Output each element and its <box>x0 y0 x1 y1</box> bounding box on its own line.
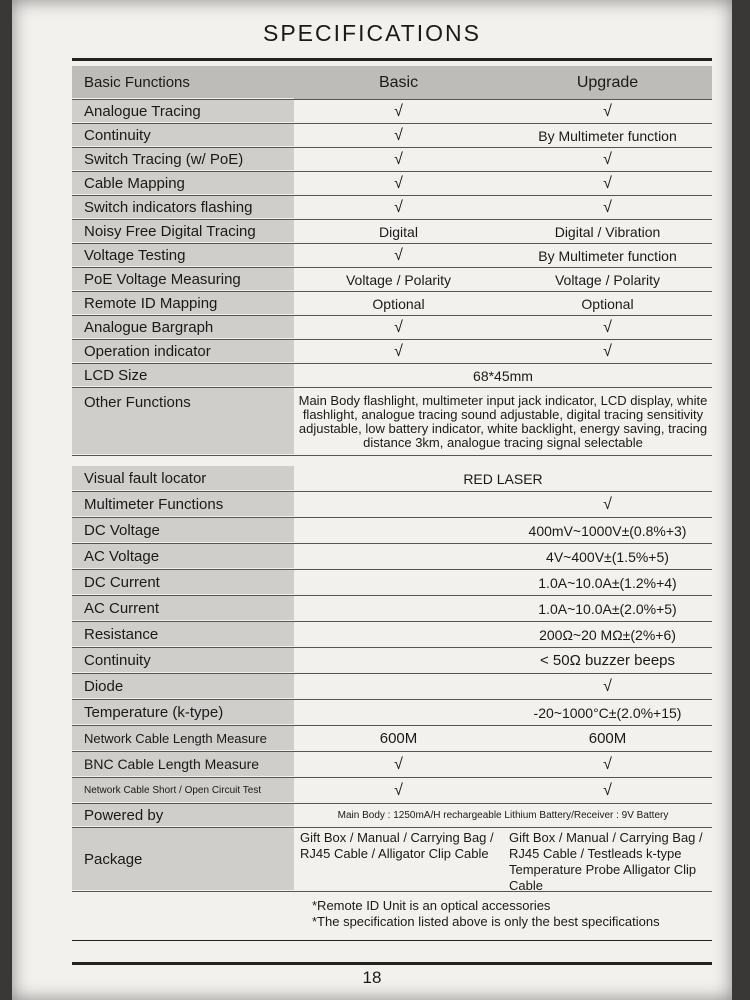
row-value: 200Ω~20 MΩ±(2%+6) <box>539 626 676 643</box>
row-label: AC Current <box>72 596 294 621</box>
row-upgrade: Optional <box>581 295 634 312</box>
page-title: SPECIFICATIONS <box>263 20 481 46</box>
row-label: DC Current <box>72 570 294 595</box>
table-row <box>72 518 712 544</box>
row-upgrade: √ <box>603 318 612 336</box>
footnotes <box>312 898 660 930</box>
row-basic: √ <box>394 755 403 773</box>
footnote: *Remote ID Unit is an optical accessories <box>312 898 551 913</box>
row-label: Powered by <box>72 804 294 827</box>
page-bottom-rule <box>72 962 712 965</box>
table-row <box>72 244 712 268</box>
row-upgrade: √ <box>603 342 612 360</box>
table-row <box>72 596 712 622</box>
row-upgrade: √ <box>603 174 612 192</box>
row-label: Cable Mapping <box>72 172 294 195</box>
row-basic: √ <box>394 781 403 799</box>
table-row <box>72 148 712 172</box>
row-upgrade: √ <box>603 198 612 216</box>
row-label: Remote ID Mapping <box>72 292 294 315</box>
row-basic: 600M <box>379 730 418 747</box>
row-label: Diode <box>72 674 294 699</box>
page-number: 18 <box>362 968 382 987</box>
table-row <box>72 268 712 292</box>
row-basic: √ <box>394 318 403 336</box>
table-row <box>72 100 712 124</box>
manual-page <box>12 0 732 1000</box>
vfl-value: RED LASER <box>463 470 543 487</box>
row-upgrade: Voltage / Polarity <box>554 271 661 288</box>
row-upgrade: By Multimeter function <box>538 127 677 144</box>
row-upgrade: Digital / Vibration <box>554 223 661 240</box>
row-label: Analogue Bargraph <box>72 316 294 339</box>
other-functions-value: Main Body flashlight, multimeter input jack indicator, LCD display, white flashlight, analogue tracing sound adjustable, digital tracing sensitivity adjustable, low battery indicator, white backlight, energy saving, tracing distance 3km, analogue tracing signal selectable <box>298 392 708 450</box>
table-row <box>72 544 712 570</box>
row-label: Continuity <box>72 124 294 147</box>
table-row <box>72 172 712 196</box>
row-label: Operation indicator <box>72 340 294 363</box>
row-label: Visual fault locator <box>72 466 294 491</box>
row-value: 1.0A~10.0A±(2.0%+5) <box>538 600 677 617</box>
package-upgrade: Gift Box / Manual / Carrying Bag / RJ45 Cable / Testleads k-type Temperature Probe Alligator Clip Cable <box>509 830 703 893</box>
row-value: < 50Ω buzzer beeps <box>539 652 676 669</box>
table-row <box>72 700 712 726</box>
row-label: Switch Tracing (w/ PoE) <box>72 148 294 171</box>
bnc-row <box>72 752 712 778</box>
table-row <box>72 292 712 316</box>
multimeter-row <box>72 492 712 518</box>
lcd-size-value: 68*45mm <box>473 367 533 384</box>
package-row <box>72 828 712 892</box>
powered-row <box>72 804 712 828</box>
row-basic: √ <box>394 150 403 168</box>
row-label: Package <box>72 828 294 891</box>
row-basic: √ <box>394 342 403 360</box>
row-label: PoE Voltage Measuring <box>72 268 294 291</box>
row-basic: √ <box>394 102 403 120</box>
row-label: AC Voltage <box>72 544 294 569</box>
row-label: Resistance <box>72 622 294 647</box>
row-label: Noisy Free Digital Tracing <box>72 220 294 243</box>
row-upgrade: By Multimeter function <box>538 247 677 264</box>
row-label: Voltage Testing <box>72 244 294 267</box>
row-upgrade: √ <box>603 495 612 513</box>
row-basic: Digital <box>379 223 418 240</box>
row-label: DC Voltage <box>72 518 294 543</box>
table-row <box>72 570 712 596</box>
short-test-row <box>72 778 712 804</box>
table-row <box>72 622 712 648</box>
lcd-size-row <box>72 364 712 388</box>
row-value: 400mV~1000V±(0.8%+3) <box>528 522 687 539</box>
row-value: 1.0A~10.0A±(1.2%+4) <box>538 574 677 591</box>
row-basic: √ <box>394 126 403 144</box>
table-row <box>72 316 712 340</box>
row-label: Multimeter Functions <box>72 492 294 517</box>
title-rule <box>72 58 712 61</box>
row-label: Switch indicators flashing <box>72 196 294 219</box>
row-label: Continuity <box>72 648 294 673</box>
header-basic-functions: Basic Functions <box>72 66 294 99</box>
table-header-row <box>72 66 712 100</box>
row-value: √ <box>603 677 612 695</box>
row-basic: Voltage / Polarity <box>345 271 452 288</box>
table-row <box>72 220 712 244</box>
other-functions-row <box>72 388 712 456</box>
row-basic: √ <box>394 246 403 264</box>
row-upgrade: √ <box>603 755 612 773</box>
vfl-row <box>72 466 712 492</box>
table-row <box>72 124 712 148</box>
row-basic: √ <box>394 198 403 216</box>
row-label: Other Functions <box>72 388 294 455</box>
footnote: *The specification listed above is only the best specifications <box>312 914 660 929</box>
row-value: -20~1000°C±(2.0%+15) <box>533 704 682 721</box>
table-row <box>72 648 712 674</box>
basic-functions-table <box>72 66 712 456</box>
table-row <box>72 196 712 220</box>
row-label: Network Cable Length Measure <box>72 726 294 751</box>
table-row <box>72 340 712 364</box>
row-basic: Optional <box>372 295 425 312</box>
header-basic: Basic <box>378 73 419 91</box>
row-basic: √ <box>394 174 403 192</box>
network-length-row <box>72 726 712 752</box>
row-value: 4V~400V±(1.5%+5) <box>546 548 669 565</box>
row-upgrade: √ <box>603 781 612 799</box>
table-row <box>72 674 712 700</box>
row-upgrade: √ <box>603 102 612 120</box>
row-upgrade: 600M <box>588 730 627 747</box>
row-label: LCD Size <box>72 364 294 387</box>
package-basic: Gift Box / Manual / Carrying Bag / RJ45 Cable / Alligator Clip Cable <box>300 830 494 861</box>
row-label: BNC Cable Length Measure <box>72 752 294 777</box>
row-label: Network Cable Short / Open Circuit Test <box>72 778 294 803</box>
row-upgrade: √ <box>603 150 612 168</box>
header-upgrade: Upgrade <box>576 73 639 91</box>
row-label: Analogue Tracing <box>72 100 294 123</box>
row-label: Temperature (k-type) <box>72 700 294 725</box>
powered-value: Main Body : 1250mA/H rechargeable Lithium Battery/Receiver : 9V Battery <box>337 809 669 821</box>
multimeter-table <box>72 466 712 892</box>
footer-rule <box>72 940 712 941</box>
